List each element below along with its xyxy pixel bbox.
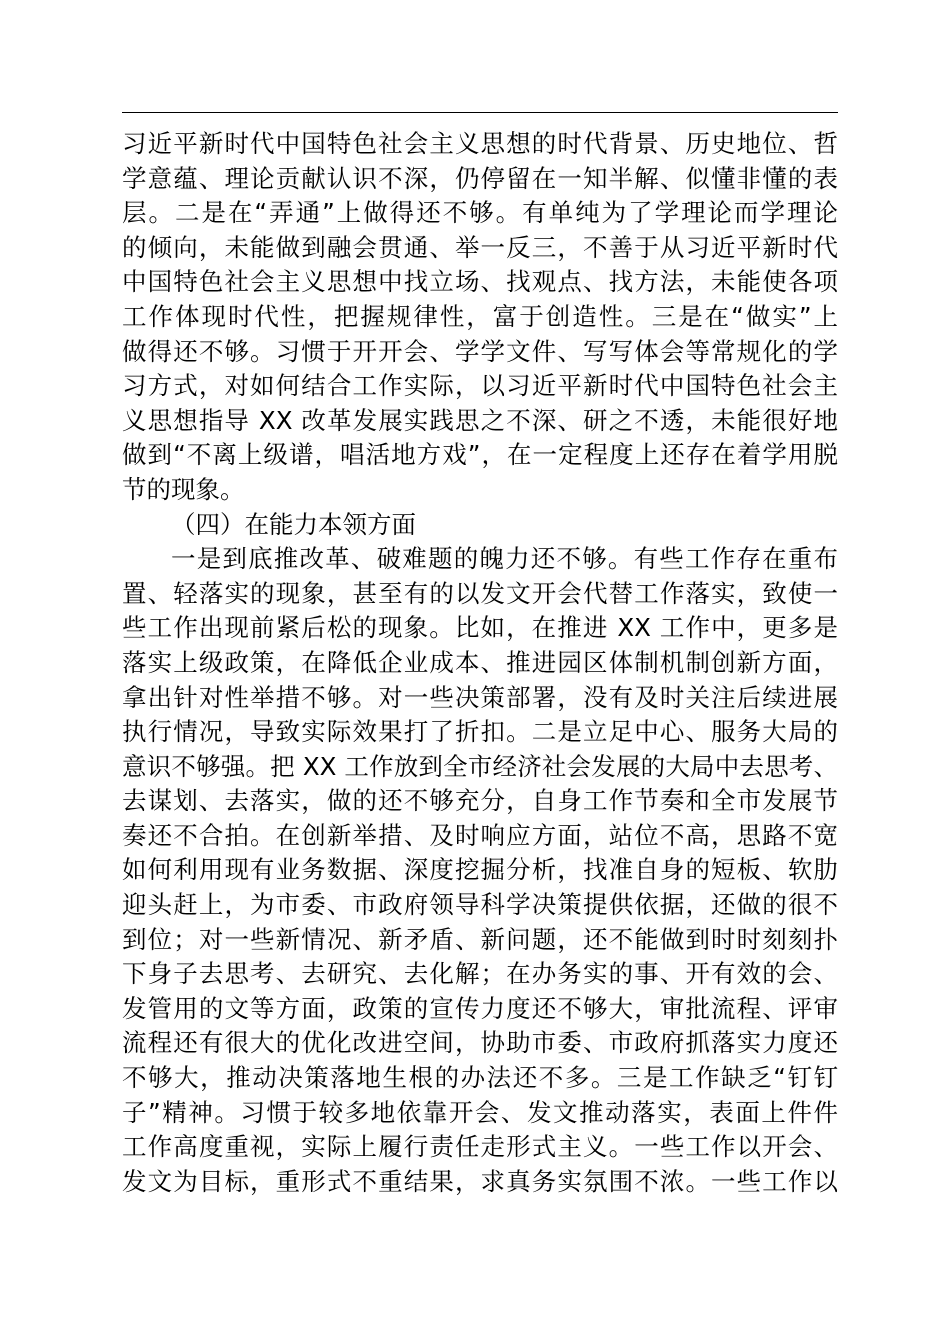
text-line: 些工作出现前紧后松的现象。比如，在推进 XX 工作中，更多是: [122, 613, 838, 643]
text-line: 学意蕴、理论贡献认识不深，仍停留在一知半解、似懂非懂的表: [122, 163, 838, 193]
text-line: 到位；对一些新情况、新矛盾、新问题，还不能做到时时刻刻扑: [122, 924, 838, 954]
text-line: 习方式，对如何结合工作实际，以习近平新时代中国特色社会主: [122, 371, 838, 401]
text-line: 做得还不够。习惯于开开会、学学文件、写写体会等常规化的学: [122, 336, 838, 366]
text-line: 工作体现时代性，把握规律性，富于创造性。三是在“做实”上: [122, 301, 838, 331]
text-line: 如何利用现有业务数据、深度挖掘分析，找准自身的短板、软肋: [122, 855, 838, 885]
header-rule: [122, 112, 838, 113]
text-line: 拿出针对性举措不够。对一些决策部署，没有及时关注后续进展: [122, 682, 838, 712]
text-line: 奏还不合拍。在创新举措、及时响应方面，站位不高，思路不宽: [122, 820, 838, 850]
text-line: 落实上级政策，在降低企业成本、推进园区体制机制创新方面，: [122, 647, 838, 677]
text-line: 习近平新时代中国特色社会主义思想的时代背景、历史地位、哲: [122, 129, 838, 158]
text-line: 执行情况，导致实际效果打了折扣。二是立足中心、服务大局的: [122, 717, 838, 747]
paragraph-study: [122, 127, 838, 508]
text-line: 下身子去思考、去研究、去化解；在办务实的事、开有效的会、: [122, 959, 838, 989]
section-heading: （四）在能力本领方面: [171, 509, 416, 539]
text-line: 子”精神。习惯于较多地依靠开会、发文推动落实，表面上件件: [122, 1097, 838, 1127]
text-line: 的倾向，未能做到融会贯通、举一反三，不善于从习近平新时代: [122, 232, 838, 262]
text-line: 意识不够强。把 XX 工作放到全市经济社会发展的大局中去思考、: [122, 751, 838, 781]
text-line: 中国特色社会主义思想中找立场、找观点、找方法，未能使各项: [122, 267, 838, 297]
paragraph-ability: [122, 542, 838, 1199]
text-line: 层。二是在“弄通”上做得还不够。有单纯为了学理论而学理论: [122, 198, 838, 228]
text-line: 流程还有很大的优化改进空间，协助市委、市政府抓落实力度还: [122, 1028, 838, 1058]
text-line: 工作高度重视，实际上履行责任走形式主义。一些工作以开会、: [122, 1132, 838, 1162]
text-line: 不够大，推动决策落地生根的办法还不多。三是工作缺乏“钉钉: [122, 1063, 838, 1093]
text-line: 迎头赶上，为市委、市政府领导科学决策提供依据，还做的很不: [122, 890, 838, 920]
text-line: 做到“不离上级谱，唱活地方戏”，在一定程度上还存在着学用脱: [122, 440, 838, 470]
text-line: 节的现象。: [122, 474, 245, 504]
document-body: [122, 127, 838, 1199]
text-line: 义思想指导 XX 改革发展实践思之不深、研之不透，未能很好地: [122, 405, 838, 435]
text-line: 置、轻落实的现象，甚至有的以发文开会代替工作落实，致使一: [122, 578, 838, 608]
text-line: 发文为目标，重形式不重结果，求真务实氛围不浓。一些工作以: [122, 1166, 838, 1196]
text-line: 去谋划、去落实，做的还不够充分，自身工作节奏和全市发展节: [122, 786, 838, 816]
text-line: 发管用的文等方面，政策的宣传力度还不够大，审批流程、评审: [122, 993, 838, 1023]
text-line: 一是到底推改革、破难题的魄力还不够。有些工作存在重布: [171, 544, 838, 574]
